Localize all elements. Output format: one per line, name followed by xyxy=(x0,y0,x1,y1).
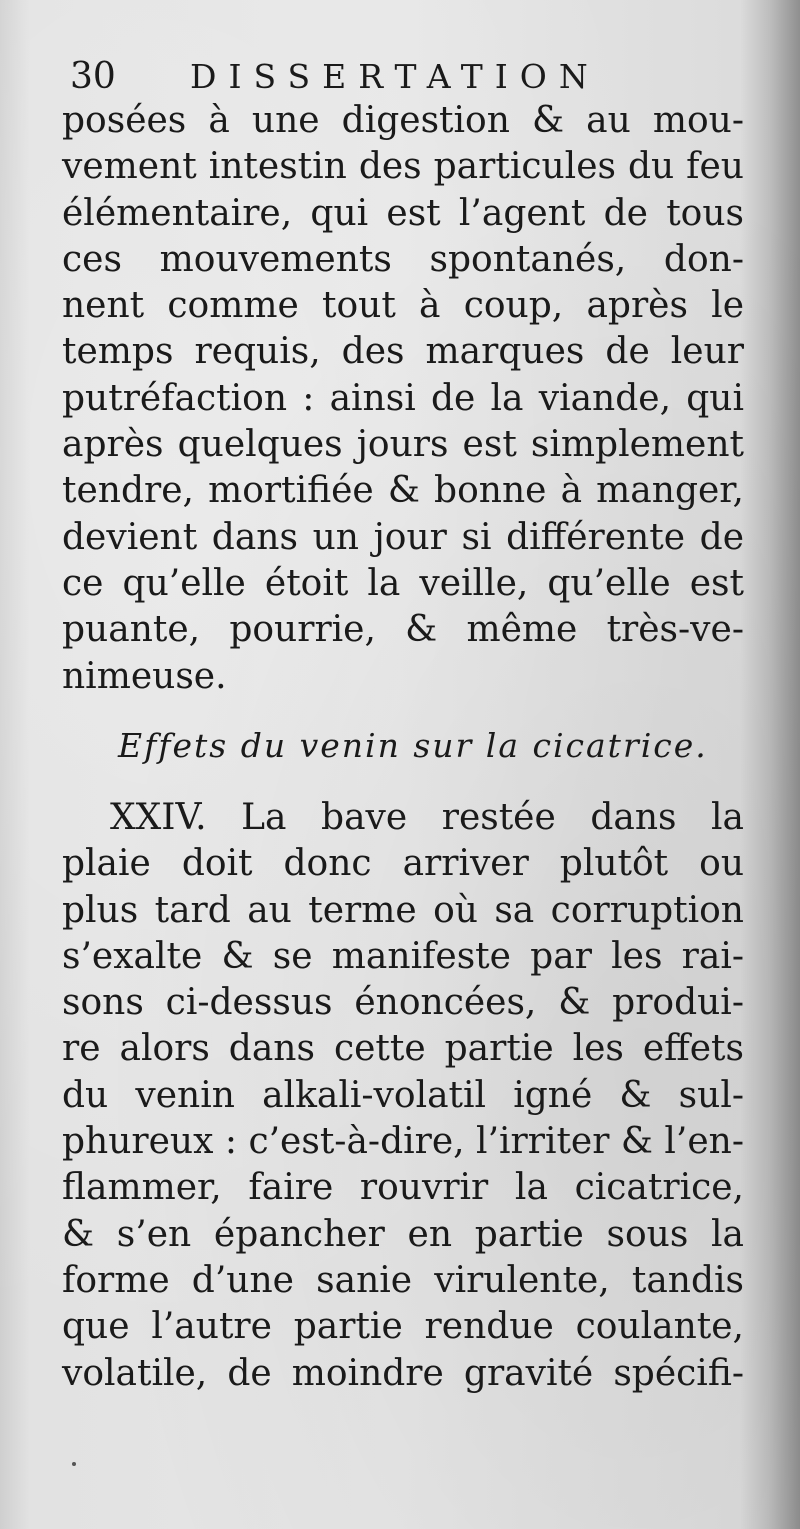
text-line: putréfaction : ainsi de la viande, qui xyxy=(62,377,744,419)
text-line: puante, pourrie, & même très-ve- xyxy=(62,609,744,651)
text-line: ces mouvements spontanés, don- xyxy=(62,238,744,280)
text-line: phureux : c’est-à-dire, l’irriter & l’en- xyxy=(62,1121,744,1163)
text-line: posées à une digestion & au mou- xyxy=(62,100,744,141)
section-subheading: Effets du venin sur la cicatrice. xyxy=(118,726,708,765)
text-line: nimeuse. xyxy=(62,655,227,697)
text-line: forme d’une sanie virulente, tandis xyxy=(62,1259,744,1301)
text-line: re alors dans cette partie les effets xyxy=(62,1028,744,1070)
text-line: élémentaire, qui est l’agent de tous xyxy=(62,192,744,234)
text-line: sons ci-dessus énoncées, & produi- xyxy=(62,982,744,1024)
text-line: vement intestin des particules du feu xyxy=(62,146,744,188)
text-line: flammer, faire rouvrir la cicatrice, xyxy=(62,1167,744,1209)
paragraph-1 xyxy=(62,98,744,700)
text-line: du venin alkali-volatil igné & sul- xyxy=(62,1074,744,1116)
text-line: devient dans un jour si différente de xyxy=(62,516,744,558)
text-line: ce qu’elle étoit la veille, qu’elle est xyxy=(62,562,744,604)
page-header xyxy=(70,52,600,102)
text-line: temps requis, des marques de leur xyxy=(62,331,744,373)
text-line: plus tard au terme où sa corruption xyxy=(62,889,744,931)
ink-speck xyxy=(72,1462,76,1466)
text-line: s’exalte & se manifeste par les rai- xyxy=(62,935,744,977)
text-line: après quelques jours est simplement xyxy=(62,424,744,466)
text-line: XXIV. La bave restée dans la xyxy=(110,797,744,838)
text-line: tendre, mortifiée & bonne à manger, xyxy=(62,470,744,512)
text-line: plaie doit donc arriver plutôt ou xyxy=(62,843,744,885)
text-line: que l’autre partie rendue coulante, xyxy=(62,1306,744,1348)
text-line: & s’en épancher en partie sous la xyxy=(62,1213,744,1255)
paragraph-2 xyxy=(62,795,744,1397)
text-line: volatile, de moindre gravité spécifi- xyxy=(62,1352,744,1394)
page-number: 30 xyxy=(70,56,116,97)
text-line: nent comme tout à coup, après le xyxy=(62,285,744,327)
running-title: DISSERTATION xyxy=(190,57,600,96)
